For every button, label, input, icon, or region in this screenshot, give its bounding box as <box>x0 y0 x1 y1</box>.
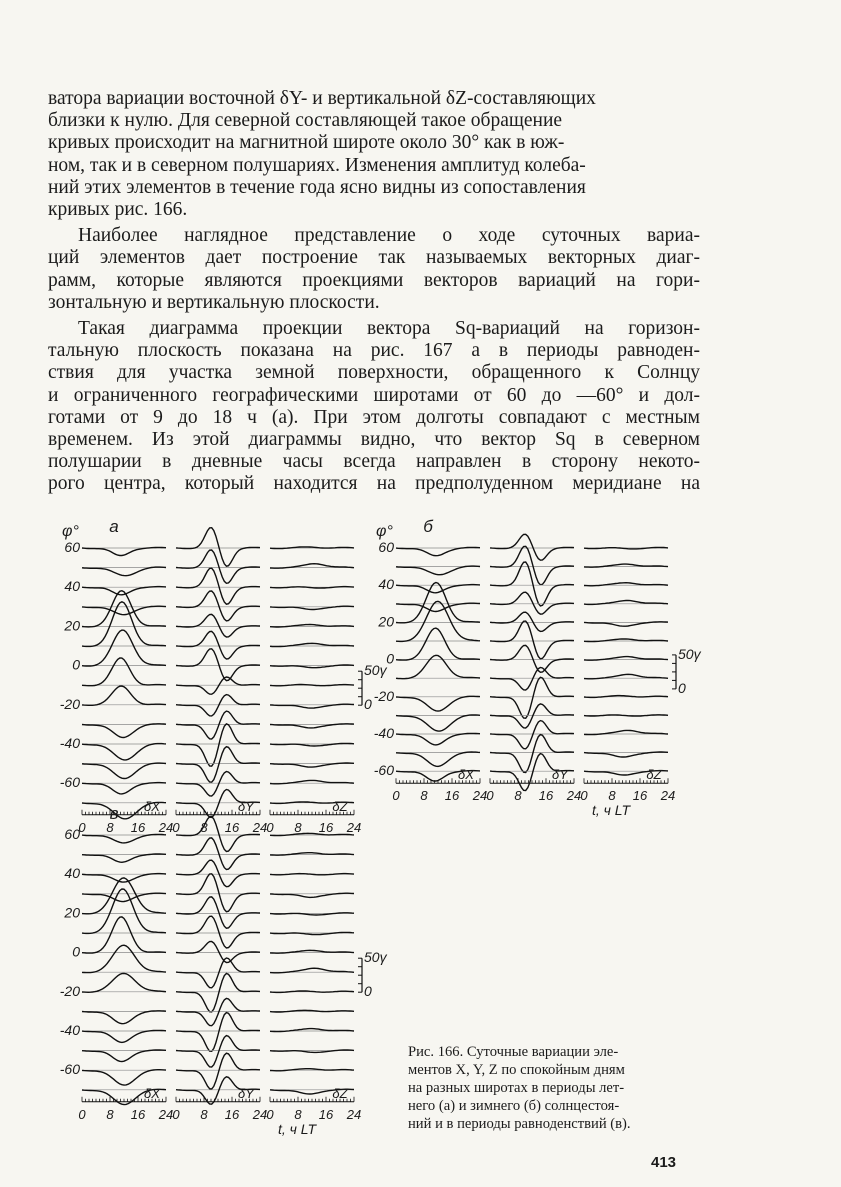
x-tick-label: 8 <box>294 819 302 835</box>
component-label: δZ <box>646 767 662 783</box>
variation-curve <box>396 585 480 593</box>
panel-0 <box>82 528 362 819</box>
variation-curve <box>176 631 260 659</box>
figure-caption <box>408 1043 706 1133</box>
x-tick-label: 24 <box>158 819 174 835</box>
x-tick-label: 24 <box>252 819 268 835</box>
variation-curve <box>82 878 166 914</box>
x-tick-label: 0 <box>486 788 494 804</box>
latitude-label: -60 <box>59 774 80 791</box>
x-tick-label: 8 <box>608 788 616 804</box>
x-tick-label: 24 <box>158 1106 174 1122</box>
variation-curve <box>490 668 574 691</box>
variation-curve <box>82 606 166 615</box>
x-tick-label: 8 <box>200 1106 208 1122</box>
component-label: δX <box>458 767 474 783</box>
caption-line: Рис. 166. Суточные вариации эле- <box>408 1044 619 1060</box>
variation-curve <box>396 547 480 555</box>
latitude-label: -60 <box>373 762 394 779</box>
variation-curve <box>82 854 166 862</box>
text-line: близки к нулю. Для северной составляющей такое обращение <box>48 110 563 132</box>
variation-curve <box>490 612 574 631</box>
scale-label: 50γ <box>364 949 387 966</box>
variation-curve <box>490 721 574 749</box>
variation-curve <box>176 874 260 912</box>
variation-curve <box>270 685 354 686</box>
variation-curve <box>270 991 354 992</box>
latitude-label: -20 <box>59 695 80 712</box>
x-tick-label: 8 <box>294 1106 302 1122</box>
text-line: ций элементов дает построение так называемых векторных диаг- <box>48 247 700 269</box>
variation-curve <box>176 614 260 637</box>
scale-zero-label: 0 <box>364 983 372 1000</box>
scale-label: 50γ <box>364 662 387 679</box>
x-tick-label: 24 <box>346 819 362 835</box>
text-line: кривых рис. 166. <box>48 199 188 221</box>
latitude-label: -20 <box>59 982 80 999</box>
text-line: ватора вариации восточной δY- и вертикальной δZ-составляющих <box>48 88 596 109</box>
variation-curve <box>82 783 166 794</box>
latitude-label: -40 <box>59 735 80 751</box>
variation-curve <box>82 889 166 933</box>
time-axis-label: t, ч LT <box>592 802 631 819</box>
latitude-label: -20 <box>373 687 394 704</box>
variation-curve <box>82 602 166 647</box>
x-tick-label: 0 <box>266 1106 274 1122</box>
page-number: 413 <box>651 1154 677 1171</box>
x-tick-label: 0 <box>172 819 180 835</box>
x-tick-label: 0 <box>78 1106 86 1122</box>
text-line: готами от 9 до 18 ч (а). При этом долготы совпадают с местным <box>48 406 700 428</box>
latitude-label: -40 <box>59 1022 80 1038</box>
component-label: δY <box>552 767 568 783</box>
x-tick-label: 16 <box>318 1106 334 1122</box>
x-tick-label: 0 <box>392 788 400 804</box>
variation-curve <box>82 945 166 972</box>
text-line: ствия для участка земной поверхности, обращенного к Солнцу <box>48 362 700 384</box>
component-label: δY <box>238 1085 254 1101</box>
variation-curve <box>584 715 668 716</box>
latitude-label: 40 <box>378 576 394 593</box>
variation-curve <box>176 817 260 852</box>
x-tick-label: 24 <box>252 1106 268 1122</box>
x-tick-label: 0 <box>172 1106 180 1122</box>
variation-curve <box>82 893 166 901</box>
variation-curve <box>396 752 480 766</box>
latitude-label: 20 <box>64 617 80 634</box>
latitude-label: 0 <box>72 656 80 673</box>
panel-letter: в <box>109 804 119 823</box>
latitude-label: 60 <box>64 539 80 555</box>
scale-label: 50γ <box>678 645 701 662</box>
x-tick-label: 8 <box>200 819 208 835</box>
x-tick-label: 16 <box>130 1106 146 1122</box>
text-line: рого центра, который находится на предполуденном меридиане на <box>48 473 700 495</box>
paragraph-3 <box>48 318 700 496</box>
variation-curve <box>82 547 166 555</box>
variation-curve <box>270 587 354 589</box>
variation-curve <box>82 724 166 738</box>
text-line: Наиболее наглядное представление о ходе суточных вариа- <box>78 225 700 247</box>
variation-curve <box>176 1036 260 1067</box>
variation-curve <box>490 534 574 560</box>
text-line: временем. Из этой диаграммы видно, что вектор Sq в северном <box>48 429 700 451</box>
variation-curve <box>176 649 260 681</box>
caption-line: ний и в периоды равноденствий (в). <box>408 1116 631 1132</box>
caption-line: на разных широтах в периоды лет- <box>408 1080 625 1096</box>
variation-curve <box>176 916 260 948</box>
variation-curve <box>396 696 480 711</box>
scale-zero-label: 0 <box>364 696 372 713</box>
variation-curve <box>82 1030 166 1042</box>
variation-curve <box>82 686 166 705</box>
x-tick-label: 8 <box>514 788 522 804</box>
latitude-symbol: φ° <box>376 523 393 540</box>
variation-curve <box>176 772 260 797</box>
x-tick-label: 24 <box>566 788 582 804</box>
variation-curve <box>176 591 260 621</box>
text-line: и ограниченного географическими широтами от 60 до —60° и дол- <box>48 384 700 406</box>
variation-curve <box>176 747 260 783</box>
panel-letter: а <box>109 517 119 536</box>
variation-curve <box>584 547 668 549</box>
variation-curve <box>176 568 260 604</box>
text-line: ний этих элементов в течение года ясно видны из сопоставления <box>48 176 586 198</box>
variation-curve <box>176 528 260 567</box>
latitude-label: 60 <box>64 826 80 842</box>
x-tick-label: 0 <box>78 819 86 835</box>
latitude-label: 40 <box>64 578 80 595</box>
paragraph-2 <box>48 225 700 314</box>
latitude-label: 20 <box>378 613 394 630</box>
text-line: тальную плоскость показана на рис. 167 а в периоды равноден- <box>48 340 700 362</box>
x-tick-label: 16 <box>130 819 146 835</box>
variation-curve <box>396 733 480 745</box>
variation-curve <box>176 724 260 766</box>
variation-curve <box>396 715 480 731</box>
component-label: δX <box>144 1085 160 1101</box>
latitude-label: 0 <box>386 650 394 667</box>
x-tick-label: 16 <box>538 788 554 804</box>
variation-curve <box>82 591 166 627</box>
variation-curve <box>82 834 166 843</box>
x-tick-label: 0 <box>266 819 274 835</box>
text-line: ном, так и в северном полушариях. Изменения амплитуд колеба- <box>48 154 586 176</box>
latitude-label: 20 <box>64 904 80 921</box>
text-line: кривых происходит на магнитной широте около 30° как в юж- <box>48 132 565 154</box>
variation-curve <box>270 874 354 875</box>
x-tick-label: 16 <box>224 1106 240 1122</box>
variation-curve <box>490 704 574 728</box>
variation-curve <box>176 550 260 583</box>
panel-letter: б <box>423 517 433 536</box>
variation-curve <box>490 562 574 606</box>
component-label: δY <box>238 798 254 814</box>
variation-curve <box>176 942 260 963</box>
text-line: рамм, которые являются проекциями векторов вариаций на гори- <box>48 269 700 291</box>
variation-curve <box>176 1013 260 1052</box>
panel-1 <box>396 534 676 790</box>
variation-curve <box>176 897 260 928</box>
x-tick-label: 16 <box>632 788 648 804</box>
variation-curve <box>82 587 166 595</box>
x-tick-label: 8 <box>420 788 428 804</box>
variation-curve <box>82 763 166 778</box>
caption-line: него (а) и зимнего (б) солнцестоя- <box>408 1098 620 1114</box>
variation-curve <box>176 958 260 988</box>
variation-curve <box>490 677 574 718</box>
x-tick-label: 16 <box>318 819 334 835</box>
x-tick-label: 24 <box>346 1106 362 1122</box>
latitude-label: 60 <box>378 539 394 555</box>
scale-zero-label: 0 <box>678 679 686 696</box>
variation-curve <box>176 974 260 1012</box>
latitude-label: 40 <box>64 865 80 882</box>
latitude-label: -60 <box>59 1061 80 1078</box>
variation-curve <box>176 860 260 887</box>
variation-curve <box>176 998 260 1025</box>
variation-curve <box>396 603 480 611</box>
text-line: зонтальную и вертикальную плоскости. <box>48 291 380 313</box>
variation-curve <box>176 1053 260 1089</box>
variation-curve <box>82 973 166 992</box>
component-label: δZ <box>332 1085 348 1101</box>
x-tick-label: 16 <box>444 788 460 804</box>
text-line: Такая диаграмма проекции вектора Sq-вариаций на горизон- <box>78 318 700 340</box>
variation-curve <box>396 566 480 575</box>
variation-curve <box>490 645 574 672</box>
time-axis-label: t, ч LT <box>278 1120 317 1137</box>
x-tick-label: 0 <box>580 788 588 804</box>
variation-curve <box>82 744 166 760</box>
x-tick-label: 8 <box>106 819 114 835</box>
variation-curve <box>82 658 166 686</box>
variation-curve <box>176 838 260 870</box>
x-tick-label: 24 <box>660 788 676 804</box>
text-line: полушарии в дневные часы всегда направлен в сторону некото- <box>48 451 700 473</box>
component-label: δX <box>144 798 160 814</box>
x-tick-label: 24 <box>472 788 488 804</box>
variation-curve <box>176 711 260 739</box>
latitude-symbol: φ° <box>62 523 79 540</box>
panel-2 <box>82 817 362 1105</box>
paragraph-1 <box>48 88 700 221</box>
latitude-label: 0 <box>72 943 80 960</box>
x-tick-label: 8 <box>106 1106 114 1122</box>
variation-curve <box>82 917 166 953</box>
body-text <box>48 88 700 496</box>
x-tick-label: 16 <box>224 819 240 835</box>
component-label: δZ <box>332 798 348 814</box>
latitude-label: -40 <box>373 725 394 741</box>
variation-curve <box>490 592 574 614</box>
variation-curve <box>490 621 574 659</box>
variation-curve <box>176 695 260 716</box>
variation-curve <box>82 1011 166 1024</box>
caption-line: ментов X, Y, Z по спокойным дням <box>408 1062 625 1078</box>
variation-curve <box>82 1070 166 1085</box>
variation-curve <box>176 677 260 694</box>
variation-curve <box>82 1050 166 1062</box>
variation-curve <box>82 567 166 576</box>
